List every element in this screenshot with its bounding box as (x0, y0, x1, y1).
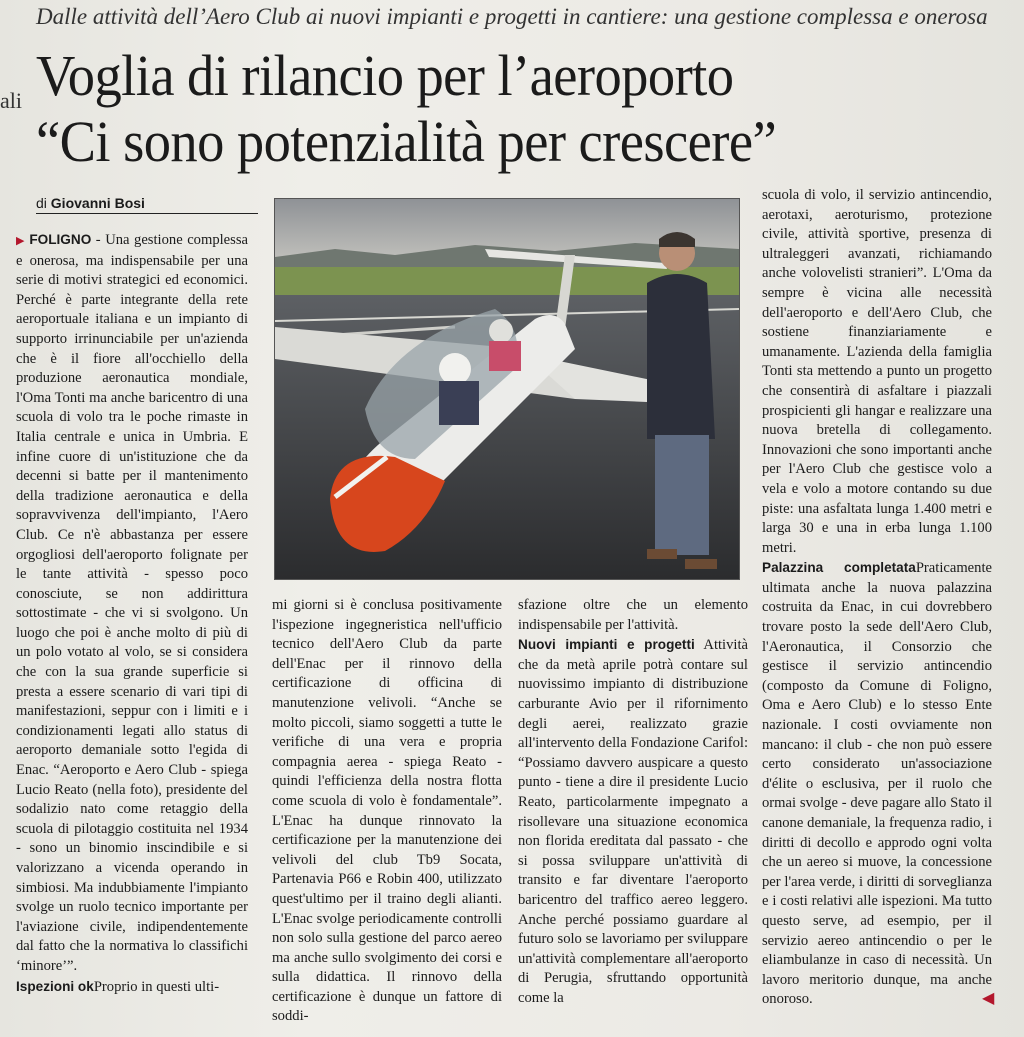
column-1-paragraph (16, 230, 248, 977)
dateline-place: FOLIGNO (29, 232, 92, 247)
subhead-palazzina: Palazzina completata (762, 560, 916, 576)
end-of-article-icon: ◀ (982, 990, 995, 1007)
column-1-section (16, 977, 248, 998)
triangle-marker-icon: ▶ (16, 235, 26, 247)
column-1-subtext: Proprio in questi ulti- (93, 978, 220, 995)
column-4-subtext: Praticamente ultimata anche la nuova palazzina costruita da Enac, in cui dovrebbero trovare posto la sede dell'Aero Club, l'Aeronautica, il Consorzio che gestisce il servizio antincendio (composto da Comune di Foligno, Oma e Aero Club) e lo stesso Ente nazionale. I costi ovviamente non mancano: il club - che non può essere certo considerato un'associazione d'élite o esclusiva, per il ruolo che ormai svolge - deve pagare allo Stato il canone demaniale, la frequenza radio, i diritti di decollo e approdo ogni volta che un aereo si muove, la concessione per l'area verde, i diritti di sorveglianza e i costi relativi alle ispezioni. Ma tutto questo serve, ad esempio, per il servizio aereo antincendio o per le eliambulanze in caso di necessità. Un lavoro meritorio dunque, ma anche onoroso. (762, 560, 992, 1008)
column-4-text: scuola di volo, il servizio antincendio, aerotaxi, aeroturismo, protezione civile, attività sportive, presenza di ultraleggeri avanzati, richiamando anche volovelisti stranieri”. L'Oma da sempre è vicina alle necessità dell'aeroporto e dell'Aero Club, che sostiene finanziariamente e umanamente. L'azienda della famiglia Tonti sta mettendo a punto un progetto che consentirà di asfaltare i piazzali prospicienti gli hangar e realizzare una nuova bretella di collegamento. Innovazioni che sono importanti anche per l'Aero Club che gestisce volo a vela e volo a motore contando su due piste: una asfaltata lunga 1.400 metri e larga 30 e una in erba lunga 1.100 metri. (762, 187, 992, 556)
byline-prefix: di (36, 195, 47, 211)
headline-line-2: “Ci sono potenzialità per crescere” (36, 109, 777, 174)
column-2-text: mi giorni si è conclusa positivamente l'ispezione ingegneristica nell'ufficio tecnico dell'Aero Club da parte dell'Enac per il rinnovo della certificazione di officina di manutenzione velivoli. “Anche se molto piccoli, siamo soggetti a tutte le verifiche di una vera e propria compagnia aerea - spiega Reato - quindi l'efficienza della nostra flotta come scuola di volo è fondamentale”. L'Enac ha dunque rinnovato la certificazione per la manutenzione dei velivoli del club Tb9 Socata, Partenavia P66 e Robin 400, utilizzato quest'ultimo per il traino degli alianti. L'Enac svolge periodicamente controlli non solo sulla gestione del parco aereo ma anche sullo svolgimento dei corsi e sulla didattica. Il rinnovo della certificazione è dunque un fattore di soddi- (272, 597, 502, 1025)
article-kicker: Dalle attività dell’Aero Club ai nuovi impianti e progetti in cantiere: una gestione complessa e onerosa (36, 4, 988, 29)
byline (36, 195, 258, 214)
column-3-text: sfazione oltre che un elemento indispensabile per l'attività. (518, 597, 748, 633)
column-4 (762, 186, 995, 1010)
subhead-ispezioni: Ispezioni ok (16, 978, 94, 994)
column-1 (16, 230, 248, 997)
column-3 (518, 596, 748, 1008)
headline-line-1: Voglia di rilancio per l’aeroporto (36, 43, 734, 108)
byline-author: Giovanni Bosi (50, 195, 145, 211)
glider-photo-illustration (275, 199, 739, 579)
article-photo (274, 198, 740, 580)
column-3-subtext: Attività che da metà aprile potrà contare sul nuovissimo impianto di distribuzione carburante Avio per il rifornimento degli aerei, realizzato grazie all'intervento della Fondazione Carifol: “Possiamo davvero auspicare a questo punto - tiene a dire il presidente Lucio Reato, particolarmente impegnato a risollevare una situazione economica non florida ereditata dal passato - che si possa sviluppare un'attività di transito e far diventare l'aeroporto baricentro del traffico aereo leggero. Anche perché possiamo guardare al futuro solo se lavoriamo per sviluppare un'attività complementare all'aeroporto di Perugia, sfruttando opportunità come la (518, 637, 748, 1006)
column-3-section (518, 635, 748, 1008)
adjacent-article-fragment: ali (0, 88, 22, 113)
column-1-text: - Una gestione complessa e onerosa, ma indispensabile per una serie di motivi strategici ed economici. Perché è parte integrante della rete aeroportuale italiana e un impianto di supporto irrinunciabile per un'azienda che è il fiore all'occhiello della produzione aeronautica mondiale, l'Oma Tonti ma anche baricentro di una scuola di volo tra le poche rimaste in Italia centrale e unica in Umbria. E infine cuore di un'istituzione che da decenni si batte per il mantenimento della tradizione aeronautica e della sopravvivenza dell'impianto, l'Aero Club. Ce n'è abbastanza per essere orgogliosi dell'aeroporto folignate per le tante attività - spesso poco conosciute, se non addirittura sottostimate - che vi si svolgono. Un luogo che poi è anche molto di più di un polo votato al volo, se si considera che con la sua grande superficie si presta a essere scenario di vari tipi di manifestazioni, seppur con i limiti e i condizionamenti legati allo status di aeroporto demaniale sotto l'egida di Enac. “Aeroporto e Aero Club - spiega Lucio Reato (nella foto), presidente del sodalizio nato come retaggio della scuola di pilotaggio costituita nel 1934 - sono un binomio inscindibile e si valorizzano a vicenda operando in simbiosi. Ma indubbiamente l'impianto svolge un ruolo tecnico importante per l'aviazione civile, indipendentemente dal fatto che la normativa lo classifichi ‘minore’”. (16, 232, 248, 974)
column-4-section (762, 558, 995, 1010)
column-2 (272, 596, 502, 1027)
subhead-nuovi-impianti: Nuovi impianti e progetti (518, 637, 695, 653)
